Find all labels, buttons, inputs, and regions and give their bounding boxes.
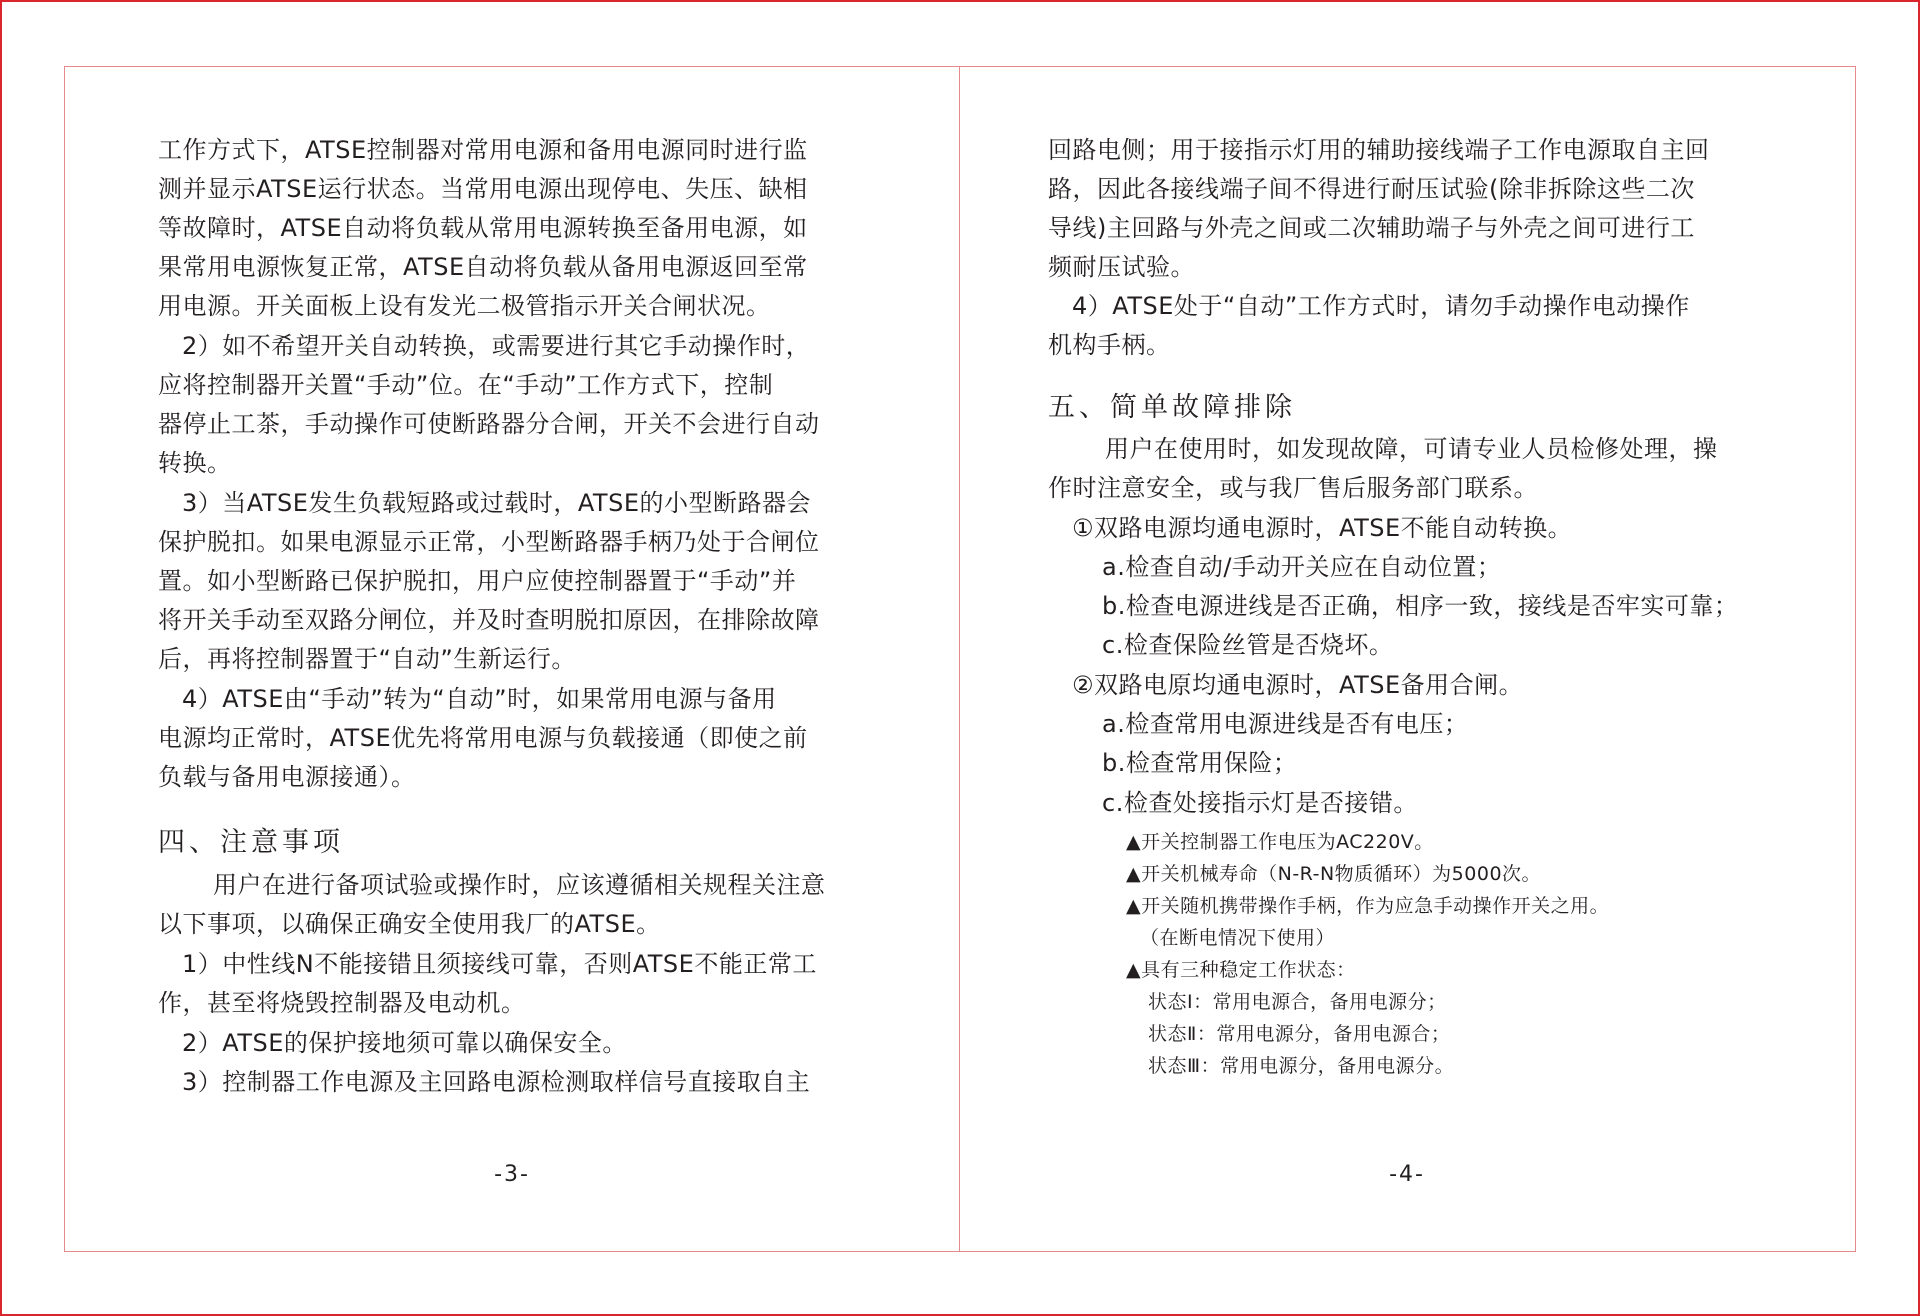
spec-note: ▲具有三种稳定工作状态：: [1126, 959, 1356, 981]
right-page: [960, 0, 1920, 1316]
body-line: 路，因此各接线端子间不得进行耐压试验(除非拆除这些二次: [1048, 175, 1695, 203]
body-line: 果常用电源恢复正常，ATSE自动将负载从备用电源返回至常: [158, 253, 808, 281]
body-line: 作时注意安全，或与我厂售后服务部门联系。: [1048, 474, 1538, 502]
body-line: 3）控制器工作电源及主回路电源检测取样信号直接取自主: [182, 1068, 811, 1096]
body-line: 3）当ATSE发生负载短路或过载时，ATSE的小型断路器会: [182, 489, 811, 517]
body-line: 2）ATSE的保护接地须可靠以确保安全。: [182, 1029, 627, 1057]
fault-item: ②双路电原均通电源时，ATSE备用合闸。: [1072, 671, 1524, 699]
section-heading-precautions: 四、注意事项: [158, 827, 344, 858]
body-line: 置。如小型断路已保护脱扣，用户应使控制器置于“手动”并: [158, 567, 797, 595]
body-line: 将开关手动至双路分闸位，并及时查明脱扣原因，在排除故障: [158, 606, 820, 634]
state-item: 状态Ⅰ：常用电源合，备用电源分；: [1148, 991, 1447, 1013]
check-item: a.检查常用电源进线是否有电压；: [1102, 710, 1469, 738]
body-line: 电源均正常时，ATSE优先将常用电源与负载接通（即使之前: [158, 724, 808, 752]
body-line: 用户在使用时，如发现故障，可请专业人员检修处理，操: [1105, 435, 1718, 463]
body-line: 工作方式下，ATSE控制器对常用电源和备用电源同时进行监: [158, 136, 808, 164]
spec-note: （在断电情况下使用）: [1140, 927, 1336, 949]
check-item: a.检查自动/手动开关应在自动位置；: [1102, 553, 1502, 581]
body-line: 导线)主回路与外壳之间或二次辅助端子与外壳之间可进行工: [1048, 214, 1695, 242]
body-line: 后，再将控制器置于“自动”生新运行。: [158, 645, 576, 673]
page-number: -4-: [1389, 1162, 1425, 1187]
body-line: 回路电侧；用于接指示灯用的辅助接线端子工作电源取自主回: [1048, 136, 1710, 164]
page-number: -3-: [494, 1162, 530, 1187]
body-line: 2）如不希望开关自动转换，或需要进行其它手动操作时，: [182, 332, 811, 360]
body-line: 以下事项，以确保正确安全使用我厂的ATSE。: [158, 910, 661, 938]
body-line: 机构手柄。: [1048, 331, 1171, 359]
fault-item: ①双路电源均通电源时，ATSE不能自动转换。: [1072, 514, 1573, 542]
body-line: 应将控制器开关置“手动”位。在“手动”工作方式下，控制: [158, 371, 774, 399]
state-item: 状态Ⅲ：常用电源分，备用电源分。: [1148, 1055, 1455, 1077]
check-item: c.检查保险丝管是否烧坏。: [1102, 631, 1394, 659]
body-line: 用电源。开关面板上设有发光二极管指示开关合闸状况。: [158, 292, 771, 320]
body-line: 转换。: [158, 449, 232, 477]
spec-note: ▲开关机械寿命（N-R-N物质循环）为5000次。: [1126, 863, 1542, 885]
body-line: 测并显示ATSE运行状态。当常用电源出现停电、失压、缺相: [158, 175, 808, 203]
check-item: b.检查常用保险；: [1102, 749, 1298, 777]
spec-note: ▲开关控制器工作电压为AC220V。: [1126, 831, 1434, 853]
spec-note: ▲开关随机携带操作手柄，作为应急手动操作开关之用。: [1126, 895, 1610, 917]
body-line: 负载与备用电源接通）。: [158, 763, 416, 791]
body-line: 等故障时，ATSE自动将负载从常用电源转换至备用电源，如: [158, 214, 808, 242]
section-heading-troubleshooting: 五、简单故障排除: [1048, 392, 1296, 423]
body-line: 频耐压试验。: [1048, 253, 1195, 281]
check-item: b.检查电源进线是否正确，相序一致，接线是否牢实可靠；: [1102, 592, 1739, 620]
body-line: 作，甚至将烧毁控制器及电动机。: [158, 989, 526, 1017]
body-line: 4）ATSE由“手动”转为“自动”时，如果常用电源与备用: [182, 685, 777, 713]
check-item: c.检查处接指示灯是否接错。: [1102, 789, 1418, 817]
body-line: 4）ATSE处于“自动”工作方式时，请勿手动操作电动操作: [1072, 292, 1690, 320]
state-item: 状态Ⅱ：常用电源分，备用电源合；: [1148, 1023, 1451, 1045]
body-line: 1）中性线N不能接错且须接线可靠，否则ATSE不能正常工: [182, 950, 817, 978]
body-line: 用户在进行备项试验或操作时，应该遵循相关规程关注意: [213, 871, 826, 899]
body-line: 器停止工茶，手动操作可使断路器分合闸，开关不会进行自动: [158, 410, 820, 438]
body-line: 保护脱扣。如果电源显示正常，小型断路器手柄乃处于合闸位: [158, 528, 820, 556]
